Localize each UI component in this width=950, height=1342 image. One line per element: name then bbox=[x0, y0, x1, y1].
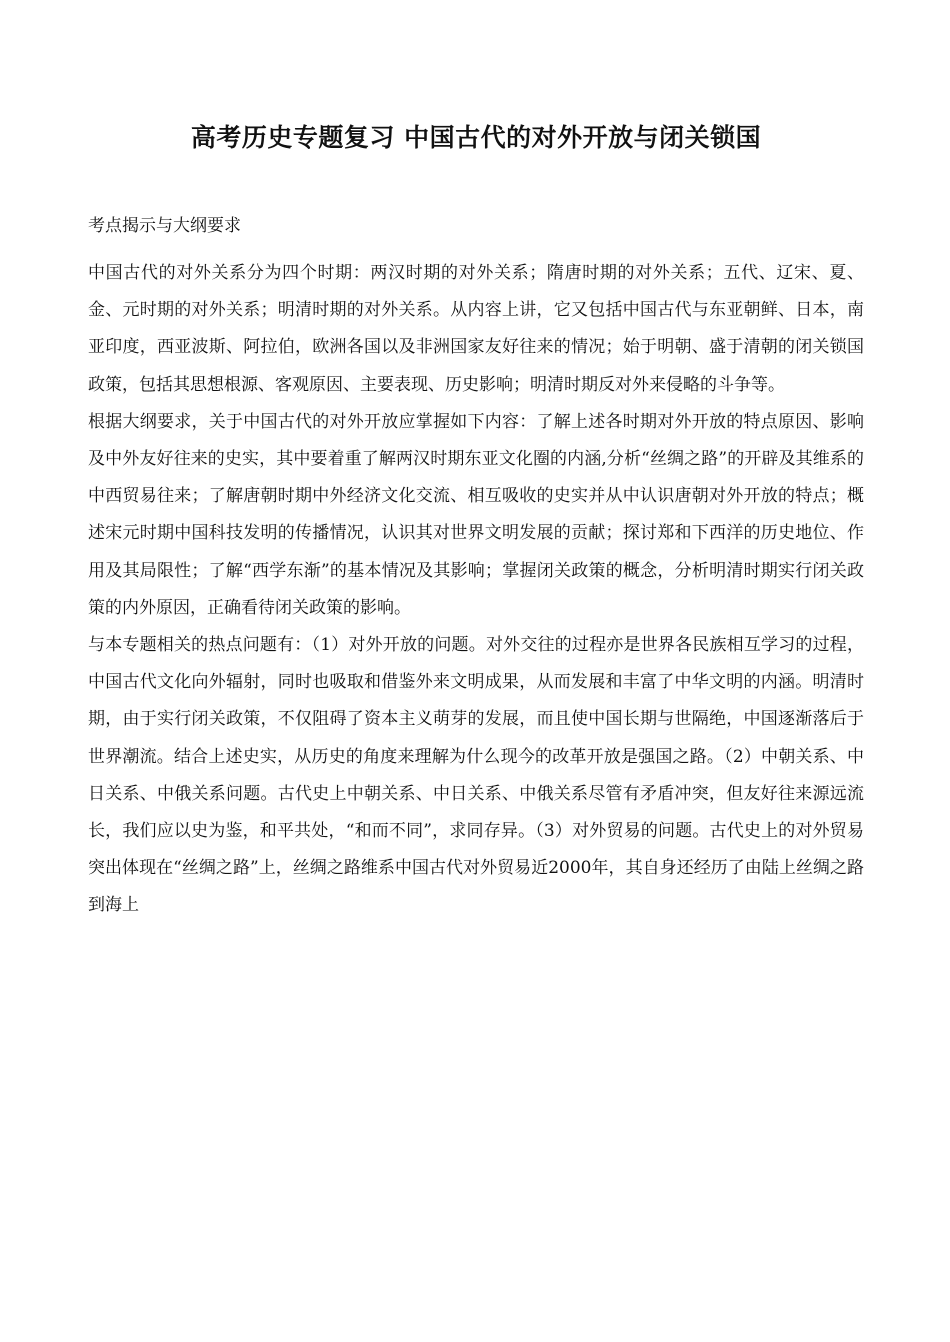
section-heading: 考点揭示与大纲要求 bbox=[88, 216, 241, 236]
paragraph-hot-topics: 与本专题相关的热点问题有：（1）对外开放的问题。对外交往的过程亦是世界各民族相互学习的过程，中国古代文化向外辐射，同时也吸取和借鉴外来文明成果，从而发展和丰富了中华文明的内涵。明清时期，由于实行闭关政策，不仅阻碍了资本主义萌芽的发展，而且使中国长期与世隔绝，中国逐渐落后于世界潮流。结合上述史实，从历史的角度来理解为什么现今的改革开放是强国之路。（2）中朝关系、中日关系、中俄关系问题。古代史上中朝关系、中日关系、中俄关系尽管有矛盾冲突，但友好往来源远流长，我们应以史为鉴，和平共处，“和而不同”，求同存异。（3）对外贸易的问题。古代史上的对外贸易突出体现在“丝绸之路”上，丝绸之路维系中国古代对外贸易近2000年，其自身还经历了由陆上丝绸之路到海上 bbox=[88, 635, 864, 916]
paragraph-syllabus-requirements: 根据大纲要求，关于中国古代的对外开放应掌握如下内容：了解上述各时期对外开放的特点原因、影响及中外友好往来的史实，其中要着重了解两汉时期东亚文化圈的内涵,分析“丝绸之路”的开辟及其维系的中西贸易往来；了解唐朝时期中外经济文化交流、相互吸收的史实并从中认识唐朝对外开放的特点；概述宋元时期中国科技发明的传播情况，认识其对世界文明发展的贡献；探讨郑和下西洋的历史地位、作用及其局限性；了解“西学东渐”的基本情况及其影响；掌握闭关政策的概念，分析明清时期实行闭关政策的内外原因，正确看待闭关政策的影响。 bbox=[88, 411, 864, 618]
document-title: 高考历史专题复习 中国古代的对外开放与闭关锁国 bbox=[190, 123, 762, 152]
document-body bbox=[88, 255, 864, 925]
paragraph-overview: 中国古代的对外关系分为四个时期：两汉时期的对外关系；隋唐时期的对外关系；五代、辽宋、夏、金、元时期的对外关系；明清时期的对外关系。从内容上讲，它又包括中国古代与东亚朝鲜、日本，南亚印度，西亚波斯、阿拉伯，欧洲各国以及非洲国家友好往来的情况；始于明朝、盛于清朝的闭关锁国政策，包括其思想根源、客观原因、主要表现、历史影响；明清时期反对外来侵略的斗争等。 bbox=[88, 263, 864, 395]
